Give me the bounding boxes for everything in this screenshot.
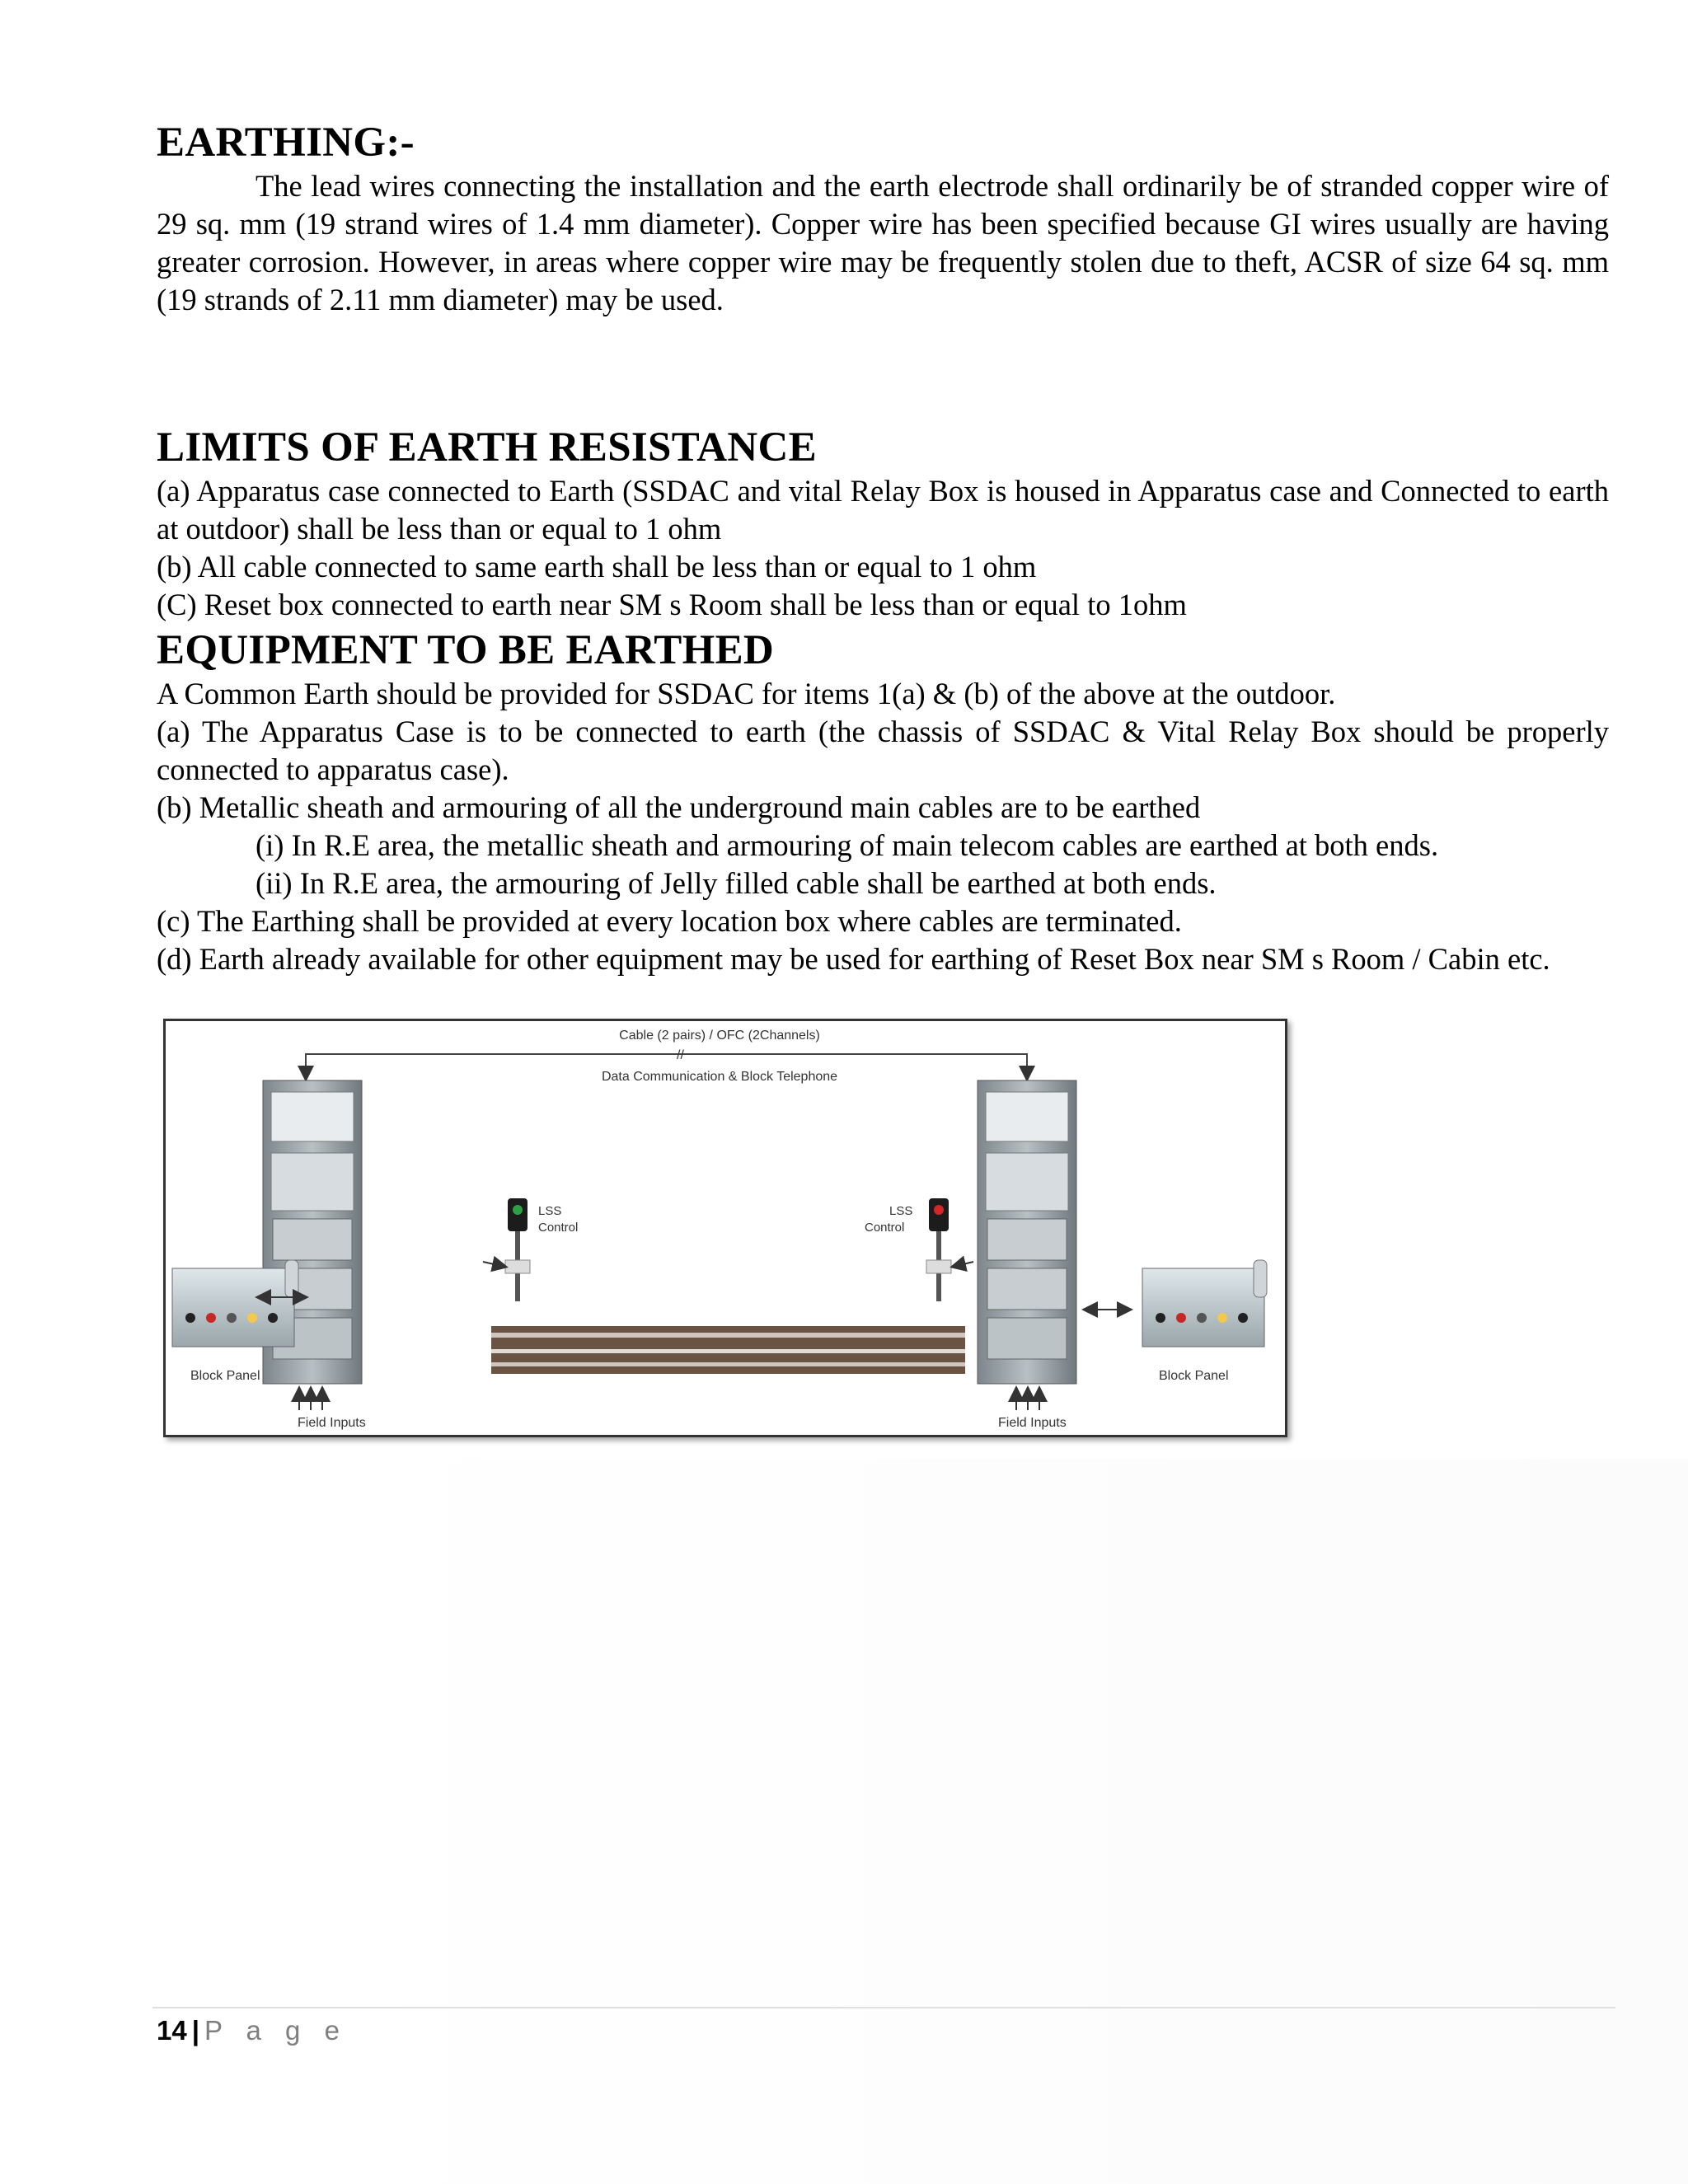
equipment-heading: EQUIPMENT TO BE EARTHED [157,627,775,673]
equipment-item-b-i: (i) In R.E area, the metallic sheath and armouring of main telecom cables are earthed at both ends. [256,828,1439,862]
right-lss-signal [926,1198,951,1301]
earthing-heading: EARTHING:- [157,120,415,166]
ssdac-diagram-figure [163,1019,1287,1437]
right-block-panel [1142,1260,1267,1347]
left-control-label: Control [538,1221,579,1235]
equipment-intro: A Common Earth should be provided for SSDAC for items 1(a) & (b) of the above at the outdoor. [157,677,1336,710]
left-block-panel-label: Block Panel [190,1369,260,1383]
right-block-panel-label: Block Panel [1159,1369,1229,1383]
equipment-item-b-ii: (ii) In R.E area, the armouring of Jelly filled cable shall be earthed at both ends. [256,866,1217,900]
equipment-item-a: (a) The Apparatus Case is to be connected to earth (the chassis of SSDAC & Vital Relay Box should be properly connected to apparatus case). [157,715,1609,786]
page-footer [157,2013,348,2049]
limits-section [157,423,1609,978]
equipment-item-c: (c) The Earthing shall be provided at every location box where cables are terminated. [157,904,1182,938]
page-shade [313,1459,1688,2184]
footer-rule [152,2007,1615,2008]
limits-heading: LIMITS OF EARTH RESISTANCE [157,424,817,471]
limits-item-a: (a) Apparatus case connected to Earth (SSDAC and vital Relay Box is housed in Apparatus case and Connected to earth at outdoor) shall be less than or equal to 1 ohm [157,474,1609,546]
right-field-inputs-arrows [1016,1389,1039,1410]
equipment-item-b: (b) Metallic sheath and armouring of all the underground main cables are to be earthed [157,790,1201,824]
footer-separator: | [191,2015,199,2046]
right-field-inputs-label: Field Inputs [998,1416,1067,1430]
equipment-item-d: (d) Earth already available for other equipment may be used for earthing of Reset Box near SM s Room / Cabin etc. [157,942,1550,976]
page-number: 14 [157,2015,187,2046]
left-field-inputs-arrows [299,1389,322,1410]
cable-break-mark: // [677,1048,684,1062]
left-lss-label: LSS [538,1204,562,1218]
limits-item-c: (C) Reset box connected to earth near SM s Room shall be less than or equal to 1ohm [157,588,1187,621]
limits-item-b: (b) All cable connected to same earth shall be less than or equal to 1 ohm [157,550,1037,583]
railway-track [491,1326,965,1374]
earthing-section [157,118,1609,319]
cable-label: Cable (2 pairs) / OFC (2Channels) [619,1029,820,1043]
right-control-label: Control [865,1221,905,1235]
left-field-inputs-label: Field Inputs [298,1416,366,1430]
right-lss-label: LSS [889,1204,913,1218]
left-block-panel [172,1260,298,1347]
comm-label: Data Communication & Block Telephone [601,1070,838,1084]
right-apparatus-cabinet [978,1080,1076,1384]
left-lss-signal [505,1198,530,1301]
earthing-paragraph: The lead wires connecting the installation and the earth electrode shall ordinarily be of stranded copper wire of 29 sq. mm (19 strand wires of 1.4 mm diameter). Copper wire has been specified because GI wires usually are having greater corrosion. However, in areas where copper wire may be frequently stolen due to theft, ACSR of size 64 sq. mm (19 strands of 2.11 mm diameter) may be used. [157,169,1609,316]
ssdac-diagram [166,1021,1285,1435]
page-word: P a g e [204,2015,348,2046]
